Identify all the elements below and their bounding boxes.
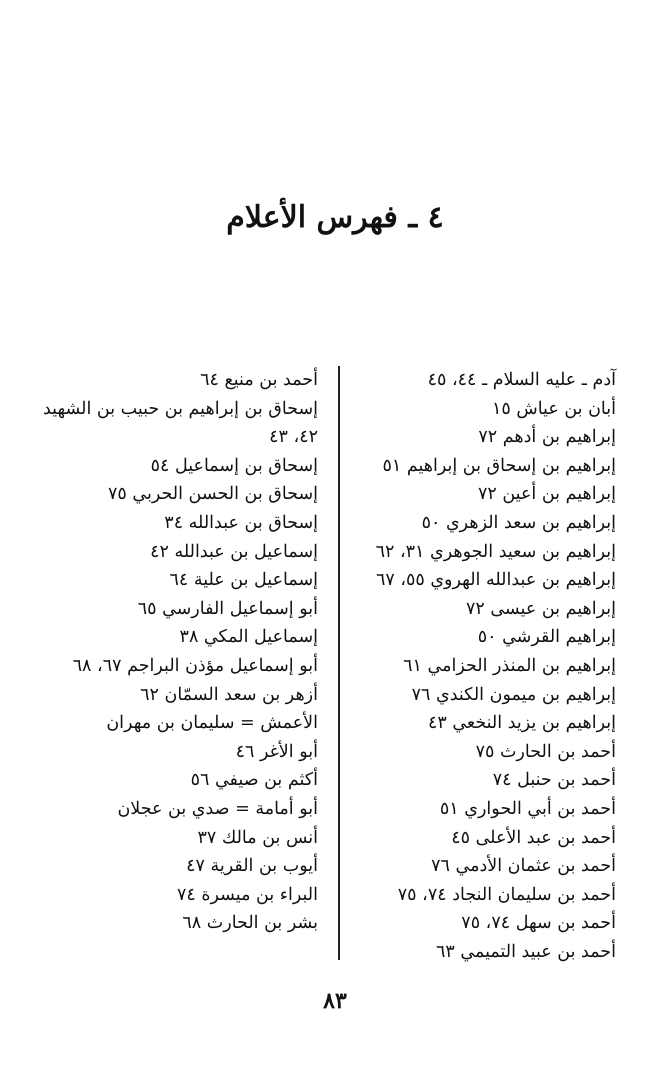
index-entry: إبراهيم بن أعين ٧٢: [477, 484, 616, 505]
index-entry: إبراهيم بن سعد الزهري ٥٠: [421, 512, 616, 533]
page-number: ٨٣: [323, 988, 347, 1014]
index-entry: أبو الأغر ٤٦: [235, 741, 318, 762]
index-entry: أحمد بن منيع ٦٤: [200, 370, 318, 390]
column-divider: [338, 366, 340, 960]
index-entry: إبراهيم بن إسحاق بن إبراهيم ٥١: [382, 455, 616, 476]
index-entry: أحمد بن الحارث ٧٥: [475, 741, 616, 762]
index-entry: إبراهيم بن ميمون الكندي ٧٦: [411, 684, 616, 705]
index-entry: أحمد بن عبد الأعلى ٤٥: [451, 827, 616, 848]
index-entry: إبراهيم بن يزيد النخعي ٤٣: [427, 713, 616, 734]
index-entry: أحمد بن سليمان النجاد ٧٤، ٧٥: [397, 884, 616, 905]
index-entry: إبراهيم بن سعيد الجوهري ٣١، ٦٢: [375, 541, 616, 562]
index-entry: إبراهيم بن عبدالله الهروي ٥٥، ٦٧: [375, 570, 616, 591]
index-entry: بشر بن الحارث ٦٨: [182, 913, 318, 934]
index-entry: أحمد بن عبيد التميمي ٦٣: [435, 941, 616, 962]
index-entry: أبو أمامة = صدي بن عجلان: [117, 798, 318, 819]
index-entry: أيوب بن القرية ٤٧: [186, 856, 318, 877]
index-entry: أزهر بن سعد السمّان ٦٢: [140, 684, 318, 705]
index-entry: أحمد بن عثمان الأدمي ٧٦: [431, 856, 616, 877]
index-entry: أحمد بن أبي الحواري ٥١: [439, 798, 616, 819]
index-entry: أحمد بن سهل ٧٤، ٧٥: [461, 913, 616, 934]
index-entry: إبراهيم بن المنذر الحزامي ٦١: [403, 655, 616, 676]
index-entry: إسحاق بن إسماعيل ٥٤: [150, 455, 318, 476]
index-entry: أحمد بن حنبل ٧٤: [492, 770, 616, 791]
index-entry: البراء بن ميسرة ٧٤: [176, 884, 318, 905]
index-entry: الأعمش = سليمان بن مهران: [106, 713, 318, 734]
index-entry: إسحاق بن عبدالله ٣٤: [164, 512, 318, 533]
index-entry: إسماعيل بن علية ٦٤: [169, 570, 318, 591]
index-entry: إبراهيم القرشي ٥٠: [477, 627, 616, 648]
index-entry: أنس بن مالك ٣٧: [197, 827, 318, 848]
index-column-right: [346, 366, 616, 966]
index-entry: إبراهيم بن عيسى ٧٢: [465, 598, 616, 619]
index-entry: أكثم بن صيفي ٥٦: [190, 770, 318, 791]
index-entry: آدم ـ عليه السلام ـ ٤٤، ٤٥: [427, 370, 616, 390]
index-entry: إسحاق بن الحسن الحربي ٧٥: [107, 484, 318, 505]
index-entry: إسحاق بن إبراهيم بن حبيب بن الشهيد ٤٢، ٤٣: [43, 398, 318, 448]
index-entry: أبو إسماعيل مؤذن البراجم ٦٧، ٦٨: [72, 655, 318, 676]
index-column-left: [18, 366, 318, 938]
page-title: ٤ ـ فهرس الأعلام: [226, 200, 444, 235]
index-entry: أبو إسماعيل الفارسي ٦٥: [137, 598, 318, 619]
index-entry: أبان بن عياش ١٥: [491, 398, 616, 419]
index-entry: إسماعيل المكي ٣٨: [179, 627, 318, 648]
index-entry: إسماعيل بن عبدالله ٤٢: [150, 541, 318, 562]
index-entry: إبراهيم بن أدهم ٧٢: [478, 427, 616, 448]
